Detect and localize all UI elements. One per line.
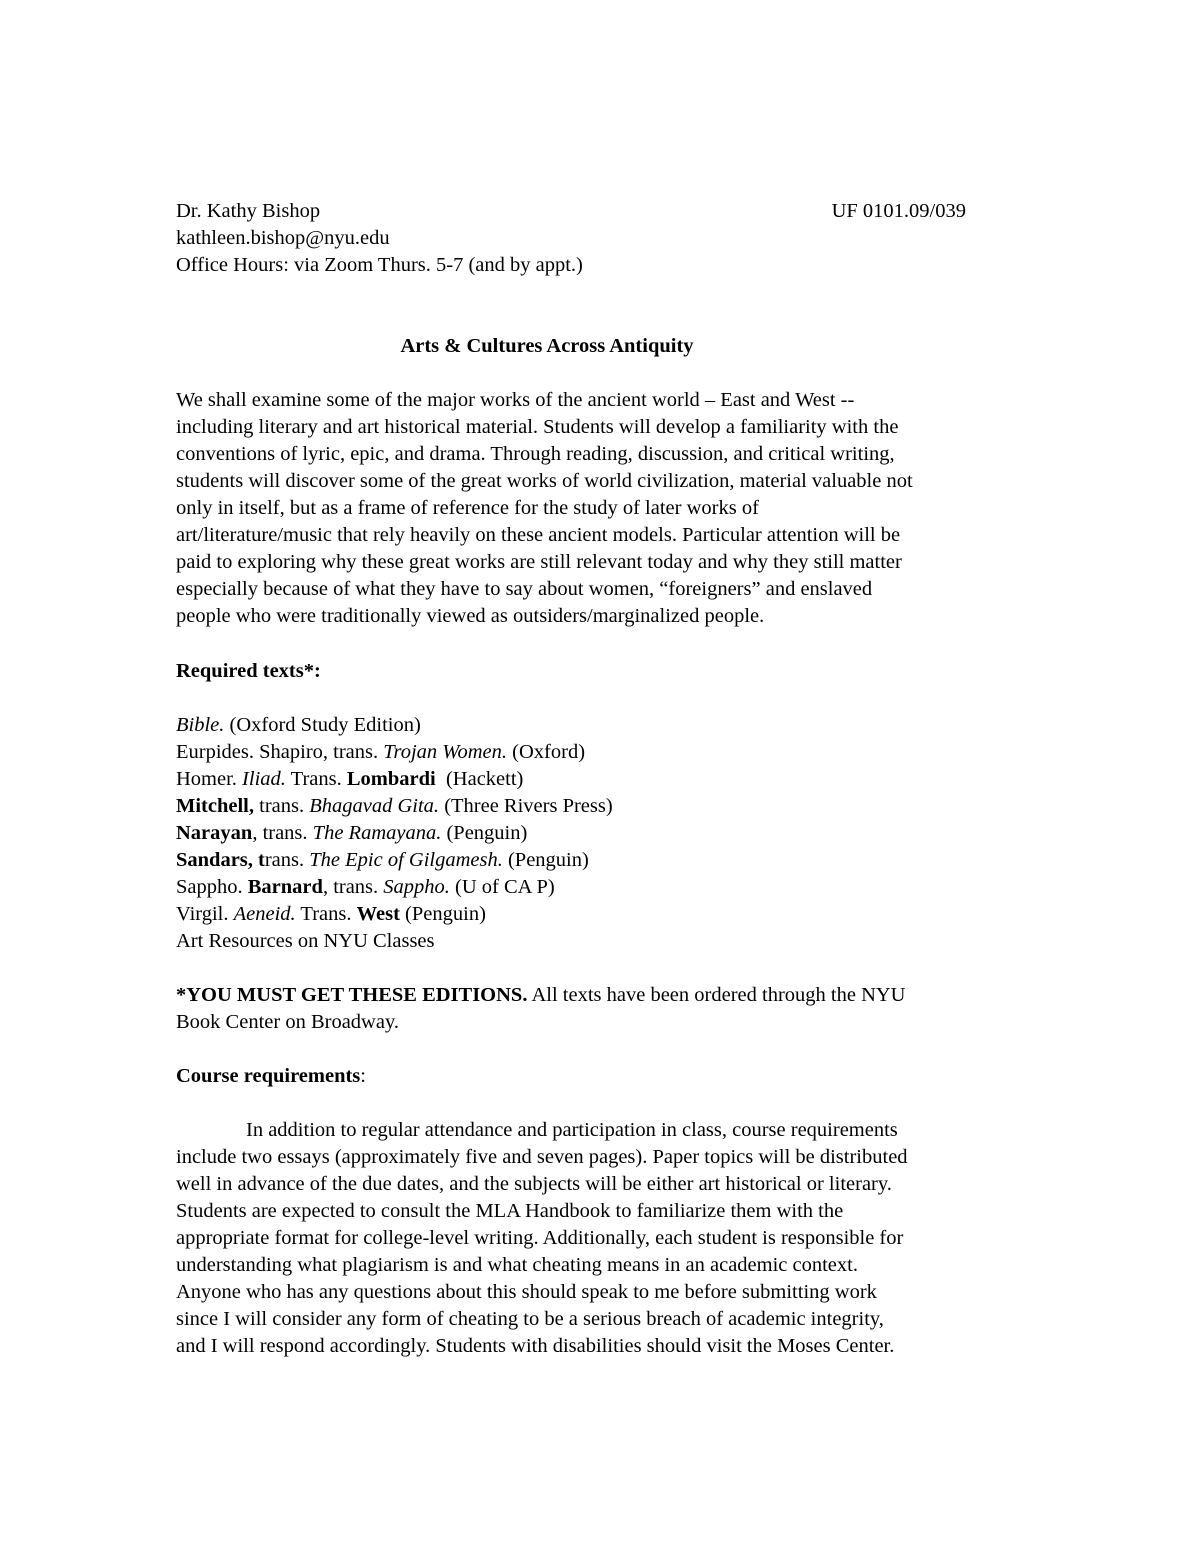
translator-name: West xyxy=(356,903,400,925)
editions-warning: *YOU MUST GET THESE EDITIONS. xyxy=(176,984,528,1006)
description-line: We shall examine some of the major works of the ancient world – East and West -- xyxy=(176,389,855,411)
editions-note-line: Book Center on Broadway. xyxy=(176,1011,399,1033)
text-title: The Epic of Gilgamesh. xyxy=(309,849,503,871)
text-title: The Ramayana. xyxy=(312,822,442,844)
text-detail: Eurpides. Shapiro, trans. xyxy=(176,741,384,763)
text-detail: Trans. xyxy=(295,903,357,925)
translator-name: Lombardi xyxy=(346,768,436,790)
required-texts-list xyxy=(176,712,1036,955)
requirements-line: and I will respond accordingly. Students with disabilities should visit the Moses Center. xyxy=(176,1335,895,1357)
text-detail: , trans. xyxy=(322,876,384,898)
requirements-line: well in advance of the due dates, and the subjects will be either art historical or literary. xyxy=(176,1173,892,1195)
description-line: conventions of lyric, epic, and drama. Through reading, discussion, and critical writing, xyxy=(176,443,895,465)
text-title: Iliad. xyxy=(242,768,286,790)
translator-name: Narayan xyxy=(176,822,253,844)
course-requirements-heading: Course requirements xyxy=(176,1065,361,1087)
editions-note-text: All texts have been ordered through the NYU xyxy=(527,984,906,1006)
text-detail: (U of CA P) xyxy=(449,876,555,898)
text-detail: Sappho. xyxy=(176,876,248,898)
requirements-line: appropriate format for college-level writing. Additionally, each student is responsible for xyxy=(176,1227,904,1249)
text-item xyxy=(176,820,1036,847)
description-line: including literary and art historical material. Students will develop a familiarity with the xyxy=(176,416,899,438)
text-detail: trans. xyxy=(254,795,310,817)
editions-note-line xyxy=(176,982,1036,1009)
course-requirements-body xyxy=(176,1117,1036,1360)
header-first-row xyxy=(176,198,966,225)
requirements-line: since I will consider any form of cheating to be a serious breach of academic integrity, xyxy=(176,1308,884,1330)
heading-colon: : xyxy=(360,1065,366,1087)
requirements-line: understanding what plagiarism is and what cheating means in an academic context. xyxy=(176,1254,858,1276)
text-item xyxy=(176,874,1036,901)
text-detail: Art Resources on NYU Classes xyxy=(176,930,435,952)
description-line: paid to exploring why these great works are still relevant today and why they still matter xyxy=(176,551,902,573)
text-item xyxy=(176,847,1036,874)
course-requirements-section xyxy=(176,1063,1036,1090)
instructor-name: Dr. Kathy Bishop xyxy=(176,200,321,222)
text-item xyxy=(176,766,1036,793)
description-line: students will discover some of the great works of world civilization, material valuable not xyxy=(176,470,913,492)
instructor-email: kathleen.bishop@nyu.edu xyxy=(176,227,390,249)
text-item xyxy=(176,901,1036,928)
description-line: art/literature/music that rely heavily on these ancient models. Particular attention will be xyxy=(176,524,901,546)
required-texts-section xyxy=(176,658,1036,685)
course-code: UF 0101.09/039 xyxy=(831,200,966,222)
text-title: Bhagavad Gita. xyxy=(309,795,440,817)
text-title: Aeneid. xyxy=(233,903,296,925)
editions-note xyxy=(176,982,1036,1036)
text-detail: (Penguin) xyxy=(441,822,528,844)
required-texts-heading: Required texts*: xyxy=(176,660,321,682)
text-title: Trojan Women. xyxy=(383,741,508,763)
course-requirements-heading-line xyxy=(176,1063,1036,1090)
translator-name: Mitchell, xyxy=(176,795,254,817)
text-title: Sappho. xyxy=(383,876,450,898)
requirements-line: include two essays (approximately five and seven pages). Paper topics will be distributed xyxy=(176,1146,908,1168)
text-detail: rans. xyxy=(264,849,310,871)
text-detail: (Penguin) xyxy=(502,849,589,871)
requirements-text: In addition to regular attendance and participation in class, course requirements xyxy=(246,1119,898,1141)
description-line: only in itself, but as a frame of reference for the study of later works of xyxy=(176,497,759,519)
course-description xyxy=(176,387,1036,630)
requirements-line: Students are expected to consult the MLA Handbook to familiarize them with the xyxy=(176,1200,844,1222)
requirements-line xyxy=(176,1117,1036,1144)
text-item xyxy=(176,739,1036,766)
text-detail: (Hackett) xyxy=(435,768,524,790)
requirements-line: Anyone who has any questions about this should speak to me before submitting work xyxy=(176,1281,877,1303)
translator-name: Barnard xyxy=(247,876,323,898)
course-title: Arts & Cultures Across Antiquity xyxy=(400,335,694,357)
text-item xyxy=(176,928,1036,955)
header-block xyxy=(176,198,1036,279)
text-detail: Virgil. xyxy=(176,903,234,925)
text-detail: Homer. xyxy=(176,768,243,790)
text-detail: , trans. xyxy=(252,822,313,844)
text-item xyxy=(176,712,1036,739)
translator-name: Sandars, t xyxy=(176,849,265,871)
office-hours: Office Hours: via Zoom Thurs. 5-7 (and by appt.) xyxy=(176,254,583,276)
text-detail: (Oxford) xyxy=(507,741,586,763)
description-line: people who were traditionally viewed as outsiders/marginalized people. xyxy=(176,605,765,627)
text-title: Bible. xyxy=(176,714,225,736)
text-detail: Trans. xyxy=(285,768,347,790)
text-detail: (Penguin) xyxy=(399,903,486,925)
text-item xyxy=(176,793,1036,820)
description-line: especially because of what they have to say about women, “foreigners” and enslaved xyxy=(176,578,873,600)
text-detail: (Oxford Study Edition) xyxy=(224,714,421,736)
text-detail: (Three Rivers Press) xyxy=(439,795,613,817)
title-block xyxy=(176,333,1036,360)
